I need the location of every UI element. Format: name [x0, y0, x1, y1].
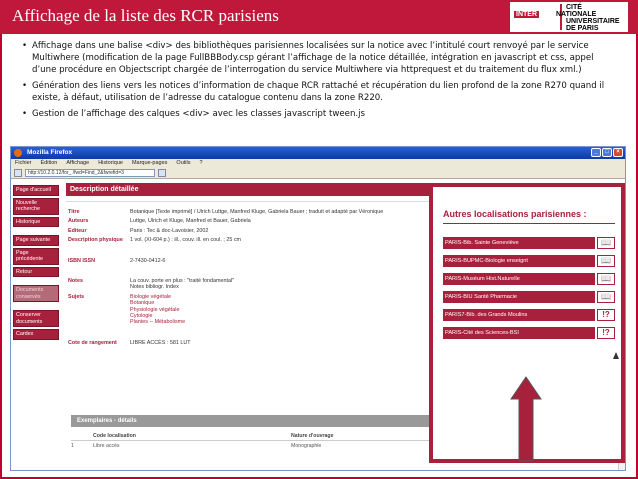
table-row: 1 Libre accès Monographie — [71, 443, 322, 449]
field-row: Description physique 1 vol. (XI-604 p.) : ill., couv. ill. en coul. ; 25 cm — [68, 237, 242, 244]
popup-title: Autres localisations parisiennes : — [443, 209, 587, 219]
book-icon[interactable]: 📖 — [597, 255, 615, 267]
sidebar-accueil[interactable]: Page d'accueil — [13, 185, 59, 196]
slide-header — [0, 0, 638, 34]
sidebar-historique[interactable]: Historique — [13, 217, 59, 228]
browser-title: Mozilla Firefox — [27, 149, 73, 156]
location-link[interactable]: PARIS-Muséum Hist.Naturelle — [443, 273, 595, 285]
notice-fields — [68, 209, 448, 349]
menu-historique[interactable]: Historique — [98, 160, 123, 166]
section-title: Description détaillée — [66, 183, 436, 196]
go-button[interactable] — [158, 169, 166, 177]
divider — [66, 201, 436, 202]
book-icon[interactable]: 📖 — [597, 273, 615, 285]
location-link[interactable]: PARIS-Bib. Sainte Geneviève — [443, 237, 595, 249]
maximize-button[interactable]: □ — [602, 148, 612, 157]
exemplaires-table — [71, 433, 436, 449]
book-icon[interactable]: 📖 — [597, 291, 615, 303]
firefox-icon — [14, 149, 22, 157]
address-bar — [11, 168, 625, 179]
page-icon — [14, 169, 22, 177]
sidebar-page-suivante[interactable]: Page suivante — [13, 235, 59, 246]
opac-sidebar — [13, 185, 59, 342]
menu-fichier[interactable]: Fichier — [15, 160, 32, 166]
exemplaires-header: Exemplaires - détails — [71, 415, 436, 427]
mouse-cursor-icon — [613, 352, 619, 359]
bullet-item: • Gestion de l’affichage des calques <div> avec les classes javascript tween.js — [22, 108, 612, 120]
menu-marque-pages[interactable]: Marque-pages — [131, 160, 168, 166]
field-row: Sujets Biologie végétale Botanique Physiologie végétale Cytologie Plantes -- Métabolisme — [68, 293, 186, 326]
ciup-logo: CITÉ INTER NATIONALE UNIVERSITAIRE DE PARIS — [510, 2, 628, 32]
field-row: Cote de rangement LIBRE ACCÈS : 581 LUT — [68, 339, 191, 346]
location-link[interactable]: PARIS-BUPMC-Biologie enseignt — [443, 255, 595, 267]
sidebar-conserver-documents[interactable]: Conserver documents — [13, 310, 59, 327]
field-row: Notes La couv. porte en plus : "traité fondamental" Notes bibliogr. Index — [68, 278, 235, 291]
table-header: Code localisation Nature d'ouvrage — [71, 433, 436, 441]
field-row: Editeur Paris : Tec & doc-Lavoisier, 2002 — [68, 227, 209, 234]
field-row: ISBN ISSN 2-7430-0412-6 — [68, 257, 166, 264]
sidebar-retour[interactable]: Retour — [13, 267, 59, 278]
field-row: Auteurs Luttge, Ulrich et Kluge, Manfred et Bauer, Gabriela — [68, 218, 251, 225]
up-arrow-icon — [509, 375, 543, 463]
menu-affichage[interactable]: Affichage — [66, 160, 90, 166]
close-button[interactable]: × — [613, 148, 623, 157]
bullet-item: • Génération des liens vers les notices d’information de chaque RCR rattaché et récupération du lien profond de la zone R270 quand il existe, à défaut, utilisation de l’adresse du catalogue contenu dans la zone R220. — [22, 80, 612, 104]
popup-divider — [443, 223, 615, 224]
field-row: Titre Botanique [Texte imprimé] / Ulrich Luttge, Manfred Kluge, Gabriela Bauer ; traduit et adapté par Véronique — [68, 209, 384, 215]
sidebar-cardex[interactable]: Cardex — [13, 329, 59, 340]
book-icon[interactable]: 📖 — [597, 237, 615, 249]
sidebar-nouvelle-recherche[interactable]: Nouvelle recherche — [13, 198, 59, 215]
slide-title: Affichage de la liste des RCR parisiens — [12, 6, 279, 25]
sidebar-documents-conserves[interactable]: Documents conservés — [13, 285, 59, 302]
location-link[interactable]: PARIS7-Bib. des Grands Moulins — [443, 309, 595, 321]
menu-aide[interactable]: ? — [199, 160, 203, 166]
question-icon[interactable]: !? — [597, 327, 615, 339]
browser-screenshot — [10, 146, 626, 471]
question-icon[interactable]: !? — [597, 309, 615, 321]
bullet-list — [22, 40, 612, 124]
browser-titlebar — [11, 147, 625, 159]
location-link[interactable]: PARIS-Cité des Sciences-BSI — [443, 327, 595, 339]
browser-menubar — [11, 159, 625, 168]
location-link[interactable]: PARIS-BIU Santé Pharmacie — [443, 291, 595, 303]
url-input[interactable]: http://10.2.0.12/for_ /fwd=Find_2&fwrefid=3 — [25, 169, 155, 177]
bullet-item: • Affichage dans une balise <div> des bibliothèques parisiennes localisées sur la notice avec l’intitulé court renvoyé par le service Multiwhere (modification de la page FullBBBody.csp gérant l’affichage de la notice détaillée, intégration en javascript et css, appel d’une procédure en Objectscript chargée de l’interrogation du service Multiwhere via httprequest et du traitement du flux xml.) — [22, 40, 612, 76]
sidebar-page-precedente[interactable]: Page précédente — [13, 248, 59, 265]
minimize-button[interactable]: _ — [591, 148, 601, 157]
menu-outils[interactable]: Outils — [176, 160, 191, 166]
menu-edition[interactable]: Édition — [40, 160, 58, 166]
